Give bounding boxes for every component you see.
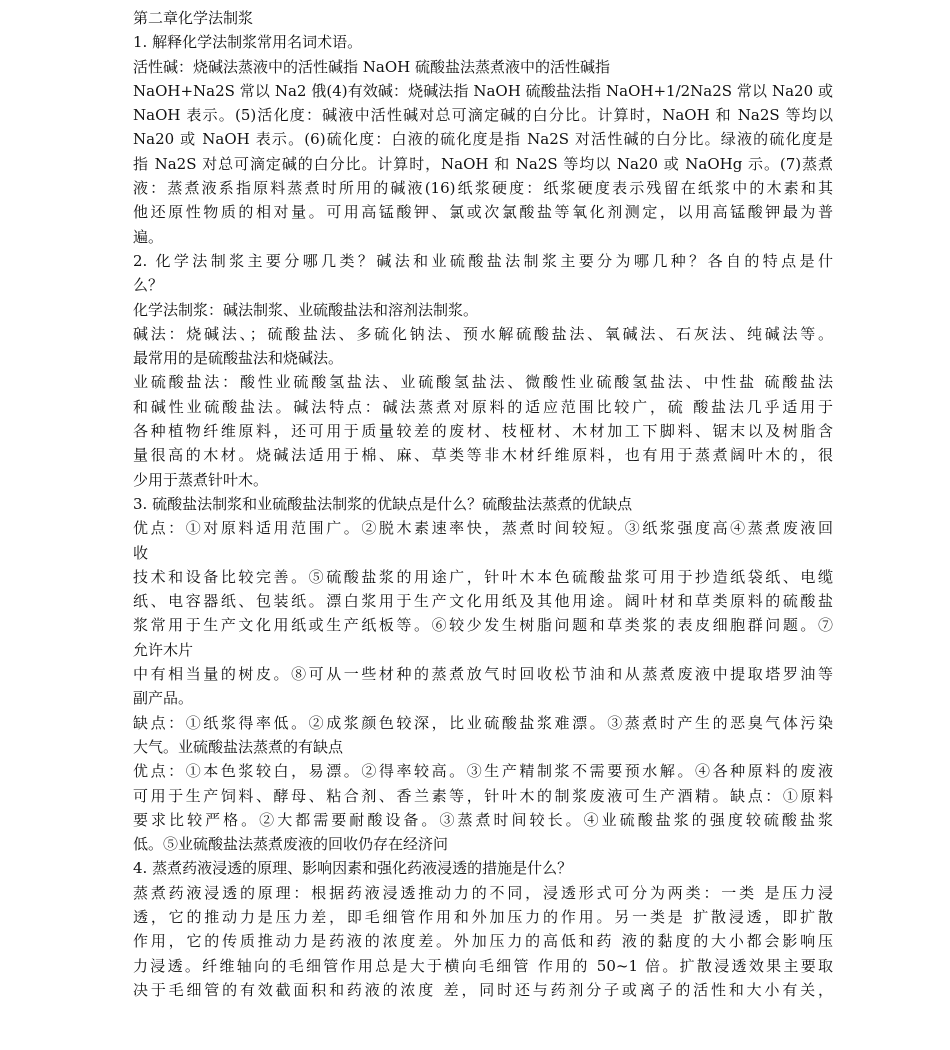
text-line: 要求比较严格。②大都需要耐酸设备。③蒸煮时间较长。④业硫酸盐浆的强度较硫酸盐浆	[133, 810, 833, 829]
text-line: 2. 化学法制浆主要分哪几类？碱法和业硫酸盐法制浆主要分为哪几种？各自的特点是什	[133, 251, 833, 270]
text-line: 1. 解释化学法制浆常用名词术语。	[133, 33, 363, 52]
text-line: 各种植物纤维原料，还可用于质量较差的废材、枝桠材、木材加工下脚料、锯末以及树脂含	[133, 422, 833, 441]
text-line: 指 Na2S 对总可滴定碱的白分比。计算时，NaOH 和 Na2S 等均以 Na20 或 NaOHg 示。(7)蒸煮	[133, 154, 833, 173]
text-line: 4. 蒸煮药液浸透的原理、影响因素和强化药液浸透的措施是什么？	[133, 859, 573, 878]
text-line: 和碱性业硫酸盐法。碱法特点：碱法蒸煮对原料的适应范围比较广，硫 酸盐法几乎适用于	[133, 397, 833, 416]
text-line: 缺点：①纸浆得率低。②成浆颜色较深，比业硫酸盐浆难漂。③蒸煮时产生的恶臭气体污染	[133, 713, 833, 732]
text-line: 副产品。	[133, 689, 194, 708]
text-line: 决于毛细管的有效截面积和药液的浓度 差，同时还与药剂分子或离子的活性和大小有关，	[133, 980, 833, 999]
text-line: 第二章化学法制浆	[133, 9, 254, 27]
text-line: 优点：①对原料适用范围广。②脱木素速率快，蒸煮时间较短。③纸浆强度高④蒸煮废液回	[133, 519, 833, 538]
text-line: 化学法制浆：碱法制浆、业硫酸盐法和溶剂法制浆。	[133, 300, 479, 319]
text-line: 优点：①本色浆较白，易漂。②得率较高。③生产精制浆不需要预水解。④各种原料的废液	[133, 762, 833, 781]
text-line: 允许木片	[133, 640, 194, 659]
text-line: 浆常用于生产文化用纸或生产纸板等。⑥较少发生树脂问题和草类浆的表皮细胞群问题。⑦	[133, 616, 833, 635]
text-line: 3. 硫酸盐法制浆和业硫酸盐法制浆的优缺点是什么？硫酸盐法蒸煮的优缺点	[133, 494, 633, 513]
text-line: 活性碱：烧碱法蒸液中的活性碱指 NaOH 硫酸盐法蒸煮液中的活性碱指	[133, 57, 610, 76]
text-line: 液：蒸煮液系指原料蒸煮时所用的碱液(16)纸浆硬度：纸浆硬度表示残留在纸浆中的木素和其	[133, 179, 833, 198]
text-line: Na20 或 NaOH 表示。(6)硫化度：白液的硫化度是指 Na2S 对活性碱的白分比。绿液的硫化度是	[133, 130, 833, 149]
text-line: 纸、电容器纸、包装纸。漂白浆用于生产文化用纸及其他用途。阔叶材和草类原料的硫酸盐	[133, 592, 833, 611]
text-line: 中有相当量的树皮。⑧可从一些材种的蒸煮放气时回收松节油和从蒸煮废液中提取塔罗油等	[133, 665, 833, 684]
text-line: 少用于蒸煮针叶木。	[133, 470, 269, 489]
text-line: 蒸煮药液浸透的原理：根据药液浸透推动力的不同，浸透形式可分为两类：一类 是压力浸	[133, 883, 833, 902]
text-line: NaOH+Na2S 常以 Na2 俄(4)有效碱：烧碱法指 NaOH 硫酸盐法指 NaOH+1/2Na2S 常以 Na20 或	[133, 81, 833, 100]
text-line: NaOH 表示。(5)活化度：碱液中活性碱对总可滴定碱的白分比。计算时，NaOH 和 Na2S 等均以	[133, 106, 833, 125]
document-page	[133, 6, 833, 1002]
text-line: 可用于生产饲料、酵母、粘合剂、香兰素等，针叶木的制浆废液可生产酒精。缺点：①原料	[133, 786, 833, 805]
text-line: 最常用的是硫酸盐法和烧碱法。	[133, 349, 344, 368]
text-line: 遍。	[133, 227, 164, 246]
text-line: 业硫酸盐法：酸性业硫酸氢盐法、业硫酸氢盐法、微酸性业硫酸氢盐法、中性盐 硫酸盐法	[133, 373, 833, 392]
text-line: 技术和设备比较完善。⑤硫酸盐浆的用途广，针叶木本色硫酸盐浆可用于抄造纸袋纸、电缆	[133, 567, 833, 586]
text-line: 透，它的推动力是压力差，即毛细管作用和外加压力的作用。另一类是 扩散浸透，即扩散	[133, 907, 833, 926]
text-line: 低。⑤业硫酸盐法蒸煮废液的回收仍存在经济问	[133, 835, 449, 854]
text-line: 么？	[133, 276, 164, 295]
text-line: 大气。业硫酸盐法蒸煮的有缺点	[133, 737, 344, 756]
text-line: 他还原性物质的相对量。可用高锰酸钾、氯或次氯酸盐等氧化剂测定，以用高锰酸钾最为普	[133, 203, 833, 222]
text-line: 收	[133, 543, 149, 562]
text-line: 作用，它的传质推动力是药液的浓度差。外加压力的高低和药 液的黏度的大小都会影响压	[133, 932, 833, 951]
text-line: 量很高的木材。烧碱法适用于棉、麻、草类等非木材纤维原料，也有用于蒸煮阔叶木的，很	[133, 446, 833, 465]
text-line: 碱法：烧碱法、；硫酸盐法、多硫化钠法、预水解硫酸盐法、氧碱法、石灰法、纯碱法等。	[133, 324, 833, 343]
text-line: 力浸透。纤维轴向的毛细管作用总是大于横向毛细管 作用的 50~1 倍。扩散浸透效果主要取	[133, 956, 833, 975]
